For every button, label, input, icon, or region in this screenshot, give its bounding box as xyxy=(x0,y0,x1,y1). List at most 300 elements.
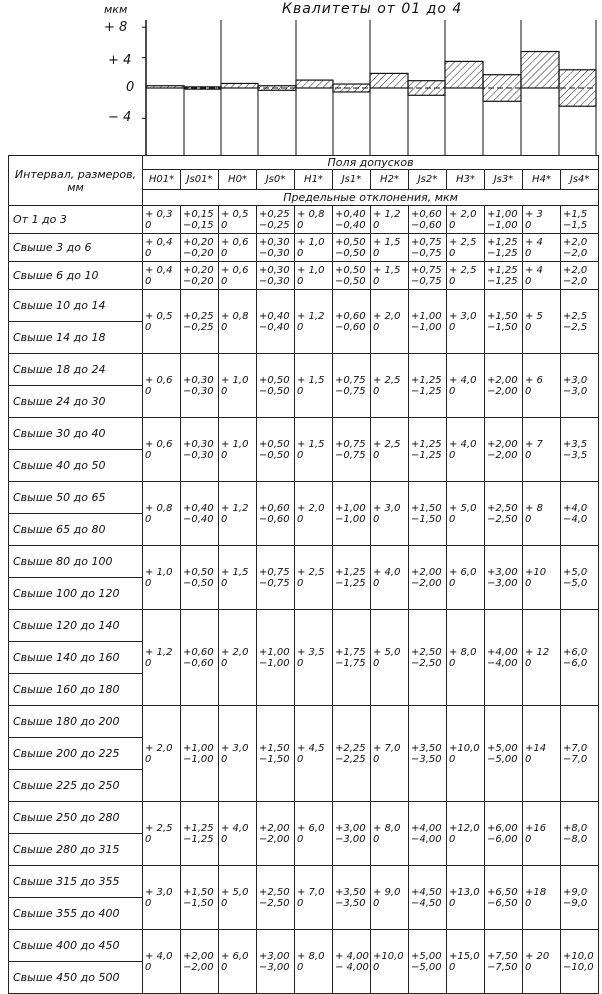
lower-deviation: −1,50 xyxy=(411,513,442,525)
tolerance-field-bar xyxy=(445,61,483,88)
deviation-cell xyxy=(523,802,561,866)
upper-deviation: +0,60 xyxy=(259,502,290,514)
lower-deviation: 0 xyxy=(145,247,152,259)
lower-deviation: 0 xyxy=(145,275,152,287)
upper-deviation: + 0,8 xyxy=(221,310,249,322)
deviation-cell xyxy=(181,234,219,262)
upper-deviation: +0,75 xyxy=(335,438,366,450)
lower-deviation: −0,50 xyxy=(335,247,366,259)
upper-deviation: + 6,0 xyxy=(297,822,325,834)
upper-deviation: +1,50 xyxy=(411,502,442,514)
upper-deviation: +0,50 xyxy=(335,236,366,248)
lower-deviation: −1,5 xyxy=(563,219,588,231)
deviation-cell xyxy=(219,546,257,610)
upper-deviation: +1,50 xyxy=(183,886,214,898)
lower-deviation: 0 xyxy=(221,657,228,669)
upper-deviation: + 0,5 xyxy=(221,208,249,220)
tolerance-field-bar xyxy=(521,52,559,88)
lower-deviation: −3,0 xyxy=(563,385,588,397)
tick-plus4: + 4 xyxy=(108,53,132,68)
deviation-cell xyxy=(333,706,371,802)
deviation-cell xyxy=(523,418,561,482)
deviation-cell xyxy=(447,206,485,234)
lower-deviation: −1,75 xyxy=(335,657,366,669)
lower-deviation: 0 xyxy=(221,961,228,973)
deviation-cell xyxy=(257,802,295,866)
upper-deviation: +9,0 xyxy=(563,886,588,898)
lower-deviation: −5,00 xyxy=(487,753,518,765)
deviation-cell xyxy=(409,354,447,418)
deviation-cell xyxy=(561,866,599,930)
upper-deviation: +2,50 xyxy=(259,886,290,898)
deviation-cell xyxy=(523,206,561,234)
lower-deviation: 0 xyxy=(145,577,152,589)
upper-deviation: + 2,0 xyxy=(373,310,401,322)
lower-deviation: 0 xyxy=(297,219,304,231)
upper-deviation: +1,25 xyxy=(487,236,518,248)
lower-deviation: 0 xyxy=(297,657,304,669)
deviation-cell xyxy=(181,290,219,354)
deviation-cell xyxy=(447,234,485,262)
deviation-cell xyxy=(485,290,523,354)
deviation-cell xyxy=(181,706,219,802)
upper-deviation: + 0,6 xyxy=(145,374,173,386)
deviation-cell xyxy=(485,866,523,930)
deviation-cell xyxy=(447,610,485,706)
upper-deviation: + 1,2 xyxy=(145,646,173,658)
size-interval-label: Свыше 50 до 65 xyxy=(9,482,143,514)
lower-deviation: −1,00 xyxy=(259,657,290,669)
deviation-cell xyxy=(257,610,295,706)
upper-deviation: +1,25 xyxy=(487,264,518,276)
upper-deviation: + 0,6 xyxy=(221,264,249,276)
deviation-cell xyxy=(295,354,333,418)
deviation-cell xyxy=(257,262,295,290)
lower-deviation: 0 xyxy=(373,753,380,765)
size-interval-label: Свыше 180 до 200 xyxy=(9,706,143,738)
upper-deviation: +1,25 xyxy=(183,822,214,834)
upper-deviation: +18 xyxy=(525,886,547,898)
upper-deviation: +1,50 xyxy=(259,742,290,754)
deviation-cell xyxy=(485,354,523,418)
tick-zero: 0 xyxy=(126,80,135,95)
lower-deviation: 0 xyxy=(145,219,152,231)
deviation-cell xyxy=(219,262,257,290)
deviation-cell xyxy=(523,930,561,994)
upper-deviation: + 3,5 xyxy=(297,646,325,658)
unit-label: мкм xyxy=(104,3,128,16)
deviation-cell xyxy=(371,706,409,802)
upper-deviation: +3,5 xyxy=(563,438,588,450)
deviation-cell xyxy=(219,930,257,994)
deviation-cell xyxy=(295,706,333,802)
deviation-cell xyxy=(485,610,523,706)
upper-deviation: +0,75 xyxy=(259,566,290,578)
deviation-cell xyxy=(409,706,447,802)
tolerance-grid xyxy=(8,155,599,994)
upper-deviation: + 4 xyxy=(525,236,543,248)
lower-deviation: −0,30 xyxy=(259,275,290,287)
deviation-cell xyxy=(295,546,333,610)
lower-deviation: 0 xyxy=(221,385,228,397)
deviation-cell xyxy=(333,610,371,706)
upper-deviation: + 4,0 xyxy=(449,438,477,450)
upper-deviation: + 0,8 xyxy=(297,208,325,220)
deviation-cell xyxy=(333,930,371,994)
fields-header: Поля допусков xyxy=(143,156,599,170)
size-interval-label: Свыше 140 до 160 xyxy=(9,642,143,674)
table-row xyxy=(9,930,599,962)
lower-deviation: −0,50 xyxy=(259,449,290,461)
lower-deviation: 0 xyxy=(373,385,380,397)
upper-deviation: + 3,0 xyxy=(449,310,477,322)
lower-deviation: −1,50 xyxy=(487,321,518,333)
deviation-cell xyxy=(257,234,295,262)
deviation-cell xyxy=(409,262,447,290)
deviation-cell xyxy=(333,546,371,610)
upper-deviation: + 2,0 xyxy=(145,742,173,754)
lower-deviation: −0,75 xyxy=(411,275,442,287)
lower-deviation: 0 xyxy=(525,219,532,231)
deviation-cell xyxy=(181,930,219,994)
size-interval-label: Свыше 24 до 30 xyxy=(9,386,143,418)
lower-deviation: −0,50 xyxy=(183,577,214,589)
upper-deviation: +5,00 xyxy=(411,950,442,962)
lower-deviation: 0 xyxy=(525,897,532,909)
deviation-cell xyxy=(143,418,181,482)
upper-deviation: + 0,4 xyxy=(145,264,173,276)
lower-deviation: −0,60 xyxy=(411,219,442,231)
deviation-cell xyxy=(447,706,485,802)
upper-deviation: +2,00 xyxy=(487,374,518,386)
upper-deviation: +0,25 xyxy=(183,310,214,322)
lower-deviation: 0 xyxy=(449,321,456,333)
upper-deviation: +1,00 xyxy=(487,208,518,220)
lower-deviation: 0 xyxy=(373,961,380,973)
column-header: H4* xyxy=(523,170,561,190)
upper-deviation: +4,00 xyxy=(411,822,442,834)
deviation-cell xyxy=(409,610,447,706)
upper-deviation: +1,75 xyxy=(335,646,366,658)
lower-deviation: 0 xyxy=(449,833,456,845)
upper-deviation: + 0,6 xyxy=(221,236,249,248)
deviation-cell xyxy=(523,234,561,262)
lower-deviation: −2,50 xyxy=(487,513,518,525)
size-interval-label: Свыше 65 до 80 xyxy=(9,514,143,546)
lower-deviation: 0 xyxy=(373,219,380,231)
deviation-cell xyxy=(409,546,447,610)
size-interval-label: Свыше 355 до 400 xyxy=(9,898,143,930)
column-header: Js1* xyxy=(333,170,371,190)
upper-deviation: +0,60 xyxy=(183,646,214,658)
lower-deviation: 0 xyxy=(221,833,228,845)
deviation-cell xyxy=(409,930,447,994)
deviation-cell xyxy=(257,930,295,994)
lower-deviation: −0,40 xyxy=(335,219,366,231)
lower-deviation: −3,5 xyxy=(563,449,588,461)
deviation-cell xyxy=(561,418,599,482)
upper-deviation: +3,50 xyxy=(411,742,442,754)
lower-deviation: 0 xyxy=(525,961,532,973)
lower-deviation: −2,25 xyxy=(335,753,366,765)
lower-deviation: 0 xyxy=(297,321,304,333)
size-interval-label: Свыше 250 до 280 xyxy=(9,802,143,834)
lower-deviation: 0 xyxy=(297,897,304,909)
size-interval-label: Свыше 225 до 250 xyxy=(9,770,143,802)
upper-deviation: + 4,5 xyxy=(297,742,325,754)
lower-deviation: −0,20 xyxy=(183,275,214,287)
deviation-cell xyxy=(295,482,333,546)
upper-deviation: +0,50 xyxy=(335,264,366,276)
lower-deviation: −7,0 xyxy=(563,753,588,765)
deviation-cell xyxy=(561,234,599,262)
upper-deviation: + 2,5 xyxy=(373,438,401,450)
lower-deviation: −0,75 xyxy=(335,385,366,397)
upper-deviation: +2,00 xyxy=(411,566,442,578)
upper-deviation: +10,0 xyxy=(449,742,480,754)
upper-deviation: +2,0 xyxy=(563,236,588,248)
tolerance-field-bar xyxy=(370,73,408,88)
upper-deviation: +0,40 xyxy=(183,502,214,514)
upper-deviation: + 3,0 xyxy=(221,742,249,754)
deviation-cell xyxy=(143,706,181,802)
upper-deviation: +0,50 xyxy=(259,438,290,450)
upper-deviation: + 0,4 xyxy=(145,236,173,248)
deviation-cell xyxy=(561,706,599,802)
upper-deviation: +0,15 xyxy=(183,208,214,220)
upper-deviation: +0,25 xyxy=(259,208,290,220)
size-interval-label: Свыше 400 до 450 xyxy=(9,930,143,962)
tick-minus4: − 4 xyxy=(108,110,132,125)
deviation-cell xyxy=(219,206,257,234)
deviation-cell xyxy=(181,866,219,930)
lower-deviation: 0 xyxy=(525,247,532,259)
lower-deviation: −1,25 xyxy=(487,247,518,259)
lower-deviation: −1,25 xyxy=(183,833,214,845)
deviation-cell xyxy=(409,482,447,546)
column-header: H2* xyxy=(371,170,409,190)
lower-deviation: 0 xyxy=(221,897,228,909)
lower-deviation: −3,00 xyxy=(487,577,518,589)
upper-deviation: + 1,5 xyxy=(297,438,325,450)
lower-deviation: −1,25 xyxy=(335,577,366,589)
deviation-cell xyxy=(333,206,371,234)
table-row xyxy=(9,354,599,386)
lower-deviation: 0 xyxy=(449,247,456,259)
upper-deviation: +0,60 xyxy=(335,310,366,322)
upper-deviation: +2,50 xyxy=(411,646,442,658)
lower-deviation: −2,0 xyxy=(563,275,588,287)
deviation-cell xyxy=(409,206,447,234)
upper-deviation: + 3,0 xyxy=(145,886,173,898)
lower-deviation: 0 xyxy=(221,219,228,231)
deviation-cell xyxy=(409,866,447,930)
lower-deviation: 0 xyxy=(525,753,532,765)
size-interval-label: От 1 до 3 xyxy=(9,206,143,234)
upper-deviation: + 1,2 xyxy=(297,310,325,322)
deviation-cell xyxy=(371,482,409,546)
upper-deviation: +1,5 xyxy=(563,208,588,220)
deviation-cell xyxy=(257,290,295,354)
deviation-cell xyxy=(181,802,219,866)
deviation-cell xyxy=(447,866,485,930)
lower-deviation: −0,50 xyxy=(259,385,290,397)
deviation-cell xyxy=(485,418,523,482)
deviation-cell xyxy=(143,482,181,546)
lower-deviation: 0 xyxy=(373,657,380,669)
lower-deviation: −0,30 xyxy=(259,247,290,259)
deviation-cell xyxy=(409,290,447,354)
lower-deviation: −2,50 xyxy=(411,657,442,669)
upper-deviation: +6,00 xyxy=(487,822,518,834)
deviation-cell xyxy=(561,610,599,706)
upper-deviation: + 7,0 xyxy=(297,886,325,898)
deviation-cell xyxy=(371,610,409,706)
upper-deviation: +0,40 xyxy=(335,208,366,220)
diagram-title: Квалитеты от 01 до 4 xyxy=(282,1,463,17)
deviation-cell xyxy=(333,262,371,290)
upper-deviation: +7,50 xyxy=(487,950,518,962)
table-row xyxy=(9,206,599,234)
upper-deviation: + 12 xyxy=(525,646,550,658)
deviation-cell xyxy=(561,930,599,994)
upper-deviation: + 3,0 xyxy=(373,502,401,514)
deviation-cell xyxy=(295,234,333,262)
lower-deviation: −0,30 xyxy=(183,385,214,397)
deviation-cell xyxy=(219,482,257,546)
upper-deviation: +0,40 xyxy=(259,310,290,322)
deviation-cell xyxy=(181,482,219,546)
tolerance-table xyxy=(8,155,598,994)
upper-deviation: +3,00 xyxy=(487,566,518,578)
upper-deviation: +3,00 xyxy=(259,950,290,962)
upper-deviation: +2,5 xyxy=(563,310,588,322)
upper-deviation: + 0,3 xyxy=(145,208,173,220)
upper-deviation: + 1,2 xyxy=(221,502,249,514)
table-row xyxy=(9,706,599,738)
upper-deviation: + 4,0 xyxy=(221,822,249,834)
size-interval-label: Свыше 100 до 120 xyxy=(9,578,143,610)
upper-deviation: +3,0 xyxy=(563,374,588,386)
upper-deviation: +2,25 xyxy=(335,742,366,754)
upper-deviation: + 2,0 xyxy=(297,502,325,514)
upper-deviation: + 5,0 xyxy=(221,886,249,898)
size-interval-label: Свыше 30 до 40 xyxy=(9,418,143,450)
lower-deviation: 0 xyxy=(297,275,304,287)
lower-deviation: 0 xyxy=(525,833,532,845)
tolerance-field-bar xyxy=(296,80,333,88)
upper-deviation: + 1,0 xyxy=(221,374,249,386)
upper-deviation: +3,50 xyxy=(335,886,366,898)
upper-deviation: + 1,0 xyxy=(297,264,325,276)
size-interval-label: Свыше 120 до 140 xyxy=(9,610,143,642)
size-interval-label: Свыше 18 до 24 xyxy=(9,354,143,386)
upper-deviation: + 8 xyxy=(525,502,543,514)
upper-deviation: + 0,5 xyxy=(145,310,173,322)
lower-deviation: −3,00 xyxy=(259,961,290,973)
lower-deviation: −0,60 xyxy=(259,513,290,525)
lower-deviation: 0 xyxy=(525,275,532,287)
deviation-cell xyxy=(333,866,371,930)
upper-deviation: +1,00 xyxy=(259,646,290,658)
lower-deviation: −1,25 xyxy=(487,275,518,287)
deviation-cell xyxy=(143,206,181,234)
deviation-cell xyxy=(447,262,485,290)
deviation-cell xyxy=(485,234,523,262)
lower-deviation: 0 xyxy=(145,833,152,845)
deviation-cell xyxy=(333,802,371,866)
lower-deviation: 0 xyxy=(297,513,304,525)
lower-deviation: 0 xyxy=(525,449,532,461)
upper-deviation: +15,0 xyxy=(449,950,480,962)
upper-deviation: +13,0 xyxy=(449,886,480,898)
upper-deviation: +2,00 xyxy=(259,822,290,834)
deviation-cell xyxy=(409,802,447,866)
deviation-cell xyxy=(219,610,257,706)
upper-deviation: + 1,5 xyxy=(221,566,249,578)
upper-deviation: +0,30 xyxy=(183,374,214,386)
upper-deviation: +2,00 xyxy=(487,438,518,450)
upper-deviation: + 2,0 xyxy=(449,208,477,220)
column-header: Js2* xyxy=(409,170,447,190)
deviation-cell xyxy=(371,546,409,610)
lower-deviation: −2,50 xyxy=(259,897,290,909)
lower-deviation: 0 xyxy=(221,449,228,461)
size-interval-label: Свыше 40 до 50 xyxy=(9,450,143,482)
lower-deviation: −0,50 xyxy=(335,275,366,287)
lower-deviation: −8,0 xyxy=(563,833,588,845)
lower-deviation: 0 xyxy=(297,385,304,397)
lower-deviation: 0 xyxy=(297,753,304,765)
upper-deviation: + 1,2 xyxy=(373,208,401,220)
upper-deviation: + 2,5 xyxy=(449,264,477,276)
deviation-cell xyxy=(371,234,409,262)
deviation-cell xyxy=(143,234,181,262)
lower-deviation: 0 xyxy=(373,513,380,525)
lower-deviation: 0 xyxy=(373,275,380,287)
lower-deviation: −9,0 xyxy=(563,897,588,909)
lower-deviation: −0,30 xyxy=(183,449,214,461)
upper-deviation: + 20 xyxy=(525,950,550,962)
deviation-cell xyxy=(523,262,561,290)
column-header: Js4* xyxy=(561,170,599,190)
lower-deviation: −7,50 xyxy=(487,961,518,973)
deviation-cell xyxy=(257,866,295,930)
lower-deviation: −0,75 xyxy=(411,247,442,259)
upper-deviation: +12,0 xyxy=(449,822,480,834)
upper-deviation: + 1,5 xyxy=(373,236,401,248)
upper-deviation: + 4,0 xyxy=(449,374,477,386)
upper-deviation: + 2,5 xyxy=(449,236,477,248)
upper-deviation: +5,00 xyxy=(487,742,518,754)
upper-deviation: +0,30 xyxy=(183,438,214,450)
deviation-cell xyxy=(333,234,371,262)
upper-deviation: + 1,0 xyxy=(221,438,249,450)
lower-deviation: 0 xyxy=(525,577,532,589)
upper-deviation: + 1,5 xyxy=(297,374,325,386)
deviation-cell xyxy=(371,290,409,354)
upper-deviation: + 5,0 xyxy=(449,502,477,514)
lower-deviation: 0 xyxy=(145,449,152,461)
column-header: Js3* xyxy=(485,170,523,190)
deviation-cell xyxy=(447,802,485,866)
lower-deviation: −1,00 xyxy=(411,321,442,333)
lower-deviation: −0,75 xyxy=(335,449,366,461)
upper-deviation: +10 xyxy=(525,566,547,578)
lower-deviation: −1,00 xyxy=(487,219,518,231)
tolerance-diagram xyxy=(0,0,602,155)
upper-deviation: + 7 xyxy=(525,438,543,450)
